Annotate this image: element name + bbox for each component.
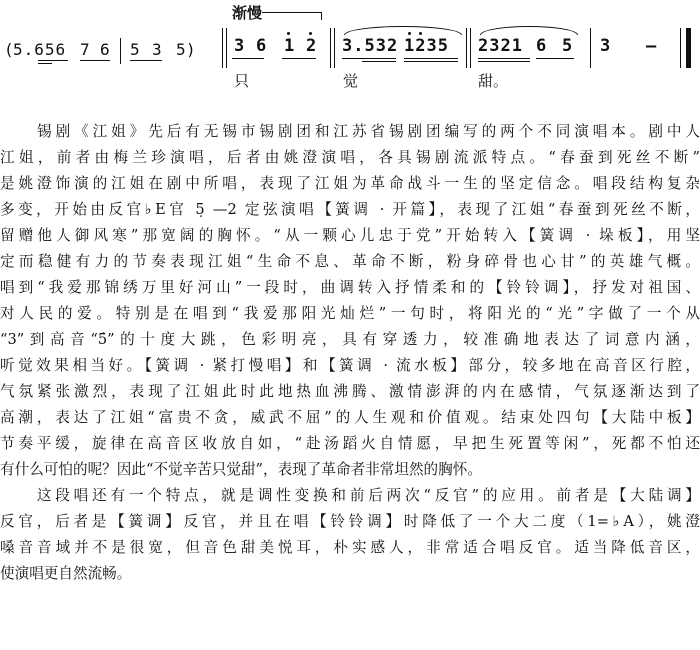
beam-underline <box>282 58 316 59</box>
bar-line <box>590 28 591 68</box>
paragraph-line: 高潮，表达了江姐“富贵不贪，威武不屈”的人生观和价值观。结束处四句【大陆中板】 <box>0 409 700 426</box>
paragraph-line: 唱到“我爱那锦绣万里好河山”一段时，曲调转入抒情柔和的【铃铃调】，抒发对祖国、 <box>0 279 700 296</box>
beam-underline <box>404 61 458 62</box>
note: 3 <box>234 36 246 56</box>
slur <box>480 26 578 35</box>
paragraph-line: 反官，后者是【簧调】反官，并且在唱【铃铃调】时降低了一个大二度（1=♭A），姚澄 <box>0 513 700 530</box>
intro-note-5: 3 <box>152 40 163 59</box>
beam-underline <box>536 58 574 59</box>
paragraph-line: 气氛紧张激烈，表现了江姐此时此地热血沸腾、激情澎湃的内在感情，气氛逐渐达到了 <box>0 383 700 400</box>
paragraph-line: 锡剧《江姐》先后有无锡市锡剧团和江苏省锡剧团编写的两个不同演唱本。剧中人 <box>0 123 700 140</box>
paragraph-line: 嗓音音域并不是很宽，但音色甜美悦耳，朴实感人，非常适合唱反官。适当降低音区， <box>0 539 700 556</box>
intro-underline <box>38 60 68 61</box>
paragraph-line: 多变，开始由反官♭E官 5̣ —2 定弦演唱【簧调 · 开篇】，表现了江姐“春蚕到死丝不断， <box>0 201 700 218</box>
paragraph-line: 听觉效果相当好。【簧调 · 紧打慢唱】和【簧调 · 流水板】部分，较多地在高音区行腔， <box>0 357 700 374</box>
intro-underline <box>130 60 162 61</box>
paragraph-line: 是姚澄饰演的江姐在剧中所唱，表现了江姐为革命战斗一生的坚定信念。唱段结构复杂 <box>0 175 700 192</box>
paragraph-line: 定而稳健有力的节奏表现江姐“生命不息、革命不断，粉身碎骨也心甘”的英雄气概。 <box>0 253 700 270</box>
sustain-dash: – <box>646 36 658 56</box>
note-group: 1235 <box>404 36 449 56</box>
note-group: 3.532 <box>342 36 399 56</box>
intro-underline <box>38 63 52 64</box>
bar-line <box>466 28 467 68</box>
intro-close-paren: ) <box>186 40 197 59</box>
intro-note-4: 5 <box>130 40 141 59</box>
high-octave-dot <box>309 32 312 35</box>
paragraph-line: 对人民的爱。特别是在唱到“我爱那阳光灿烂”一句时，将阳光的“光”字做了一个从 <box>0 305 700 322</box>
lyric: 甜。 <box>478 72 509 90</box>
paragraph-line: 节奏平缓，旋律在高音区收放自如，“赴汤蹈火自情愿，早把生死置等闲”，死都不怕还 <box>0 435 700 452</box>
tempo-bracket <box>262 12 322 13</box>
paragraph-line: 这段唱还有一个特点，就是调性变换和前后两次“反官”的应用。前者是【大陆调】 <box>0 487 700 504</box>
tempo-marking: 渐慢 <box>232 4 263 22</box>
note: 5 <box>562 36 574 56</box>
note: 6 <box>536 36 548 56</box>
paragraph-line: 有什么可怕的呢？因此“不觉辛苦只觉甜”，表现了革命者非常坦然的胸怀。 <box>0 461 482 478</box>
bar-line <box>330 28 331 68</box>
paragraph-line: 江姐，前者由梅兰珍演唱，后者由姚澄演唱，各具锡剧流派特点。“春蚕到死丝不断” <box>0 149 700 166</box>
beam-underline <box>232 58 264 59</box>
article-body <box>0 118 700 650</box>
intro-note-2: 7 <box>80 40 91 59</box>
note: 3 <box>600 36 612 56</box>
final-bar-line <box>686 28 691 68</box>
paragraph-line: 使演唱更自然流畅。 <box>0 565 132 582</box>
music-score <box>0 0 700 110</box>
paragraph-line: 留赠他人御风寒”那宽阔的胸怀。“从一颗心儿忠于党”开始转入【簧调 · 垛板】，用坚 <box>0 227 700 244</box>
intro-note-3: 6 <box>100 40 111 59</box>
slur <box>344 26 462 35</box>
lyric: 觉 <box>343 72 359 90</box>
paragraph-line: “3”到高音“5̇”的十度大跳，色彩明亮，具有穿透力，较准确地表达了词意内涵， <box>0 331 700 348</box>
beam-underline <box>478 61 530 62</box>
final-bar-line <box>680 28 681 68</box>
intro-note-group-1: 5.656 <box>13 40 67 59</box>
intro-underline <box>80 60 110 61</box>
note: 6 <box>256 36 268 56</box>
note-group: 2321 <box>478 36 523 56</box>
beam-underline <box>362 61 396 62</box>
beam-underline <box>478 58 530 59</box>
bar-line <box>120 38 121 64</box>
note: 2 <box>306 36 318 56</box>
beam-underline <box>404 58 458 59</box>
double-bar-line <box>222 28 223 68</box>
note: 1 <box>284 36 296 56</box>
high-octave-dot <box>287 32 290 35</box>
bar-line <box>470 28 471 68</box>
double-bar-line <box>226 28 227 68</box>
beam-underline <box>342 58 396 59</box>
bar-line <box>334 28 335 68</box>
intro-note-6: 5 <box>176 40 187 59</box>
intro-open-paren: ( <box>4 40 15 59</box>
lyric: 只 <box>234 72 250 90</box>
